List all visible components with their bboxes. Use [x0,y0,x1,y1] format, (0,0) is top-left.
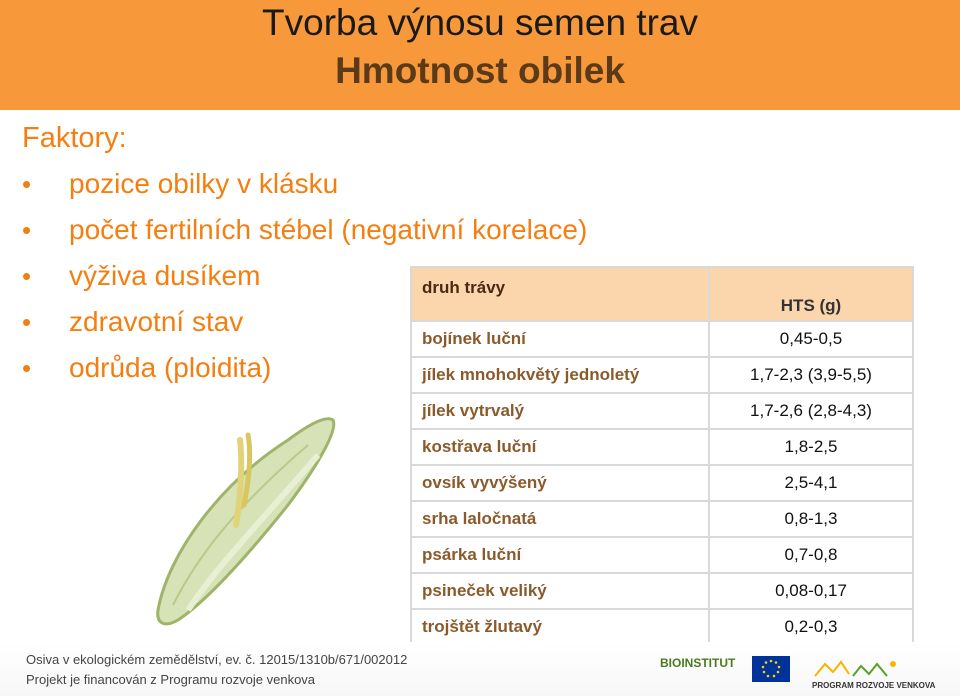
footer-funding-line: Projekt je financován z Programu rozvoje venkova [26,672,316,687]
list-item: • odrůda (ploidita) [22,350,587,396]
table-row [411,501,913,537]
species-name: psárka luční [411,537,709,573]
table-header-row [411,267,913,321]
table-row [411,321,913,357]
list-item: • pozice obilky v klásku [22,166,587,212]
hts-value: 2,5-4,1 [709,465,913,501]
table-row [411,573,913,609]
species-name: jílek mnohokvětý jednoletý [411,357,709,393]
seed-weight-table [410,266,914,646]
bioinstitut-logo: BIOINSTITUT [660,656,736,670]
column-header: HTS (g) [709,267,913,321]
species-name: srha laločnatá [411,501,709,537]
column-header: druh trávy [411,267,709,321]
footer-project-line: Osiva v ekologickém zemědělství, ev. č. 12015/1310b/671/002012 [26,652,408,667]
hts-value: 1,7-2,6 (2,8-4,3) [709,393,913,429]
species-name: ovsík vyvýšený [411,465,709,501]
hts-value: 0,8-1,3 [709,501,913,537]
page-title: Tvorba výnosu semen trav [262,2,698,43]
table-row [411,537,913,573]
hts-value: 0,2-0,3 [709,609,913,645]
species-name: jílek vytrvalý [411,393,709,429]
factors-heading: Faktory: [22,122,127,154]
species-name: psineček veliký [411,573,709,609]
hts-value: 1,7-2,3 (3,9-5,5) [709,357,913,393]
table-row [411,609,913,645]
rural-program-logo-text: PROGRAM ROZVOJE VENKOVA [812,681,936,690]
eu-flag-icon [752,656,790,682]
species-name: bojínek luční [411,321,709,357]
table-row [411,357,913,393]
hts-value: 0,08-0,17 [709,573,913,609]
species-name: trojštět žlutavý [411,609,709,645]
hts-value: 1,8-2,5 [709,429,913,465]
page-subtitle: Hmotnost obilek [335,50,625,91]
header-bar [0,0,960,110]
table-row [411,393,913,429]
table-row [411,465,913,501]
species-name: kostřava luční [411,429,709,465]
hts-value: 0,7-0,8 [709,537,913,573]
table-row [411,429,913,465]
list-item: • výživa dusíkem [22,258,587,304]
list-item: • zdravotní stav [22,304,587,350]
list-item: • počet fertilních stébel (negativní korelace) [22,212,587,258]
hts-value: 0,45-0,5 [709,321,913,357]
grass-seed-image [148,405,348,635]
